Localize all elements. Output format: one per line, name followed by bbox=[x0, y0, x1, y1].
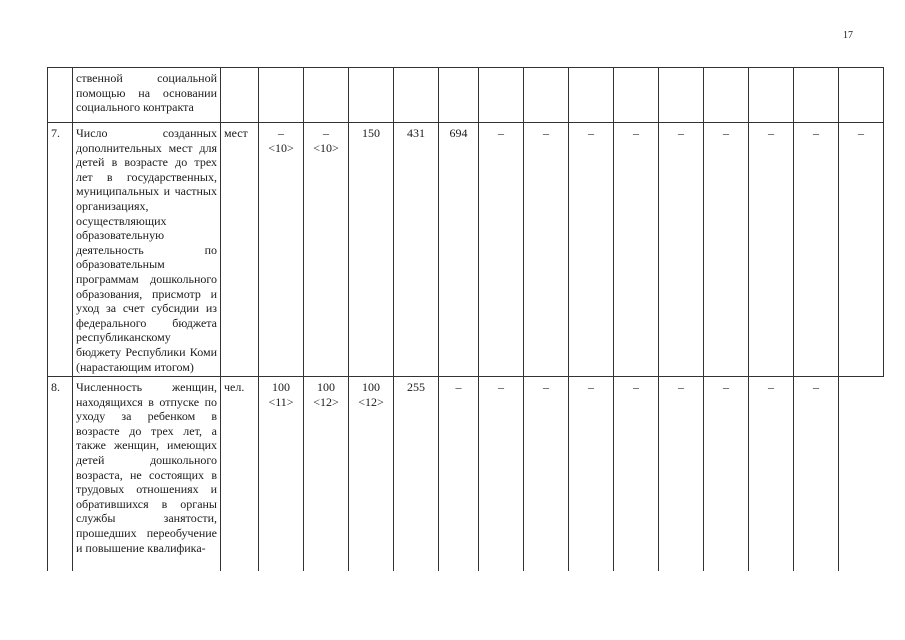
value-text: 100 bbox=[362, 380, 380, 395]
value-cell: – bbox=[749, 377, 794, 571]
value-cell: – bbox=[659, 123, 704, 377]
value-cell: – bbox=[839, 123, 884, 377]
unit-cell: чел. bbox=[221, 377, 259, 571]
value-cell bbox=[259, 123, 304, 377]
indicators-table bbox=[47, 67, 884, 571]
value-cell bbox=[304, 377, 349, 571]
value-cell: – bbox=[704, 377, 749, 571]
value-cell: – bbox=[749, 123, 794, 377]
value-cell bbox=[394, 68, 439, 123]
row-number: 7. bbox=[48, 123, 73, 377]
value-cell bbox=[524, 68, 569, 123]
value-cell: – bbox=[479, 123, 524, 377]
unit-cell bbox=[221, 68, 259, 123]
value-cell: 694 bbox=[439, 123, 479, 377]
value-cell: – bbox=[439, 377, 479, 571]
value-cell: – bbox=[614, 123, 659, 377]
value-cell: – bbox=[524, 377, 569, 571]
value-cell bbox=[349, 377, 394, 571]
value-cell bbox=[749, 68, 794, 123]
value-cell bbox=[304, 68, 349, 123]
value-cell: – bbox=[794, 377, 839, 571]
value-text: 100 bbox=[272, 380, 290, 395]
unit-cell: мест bbox=[221, 123, 259, 377]
value-cell bbox=[794, 68, 839, 123]
value-cell: – bbox=[794, 123, 839, 377]
row-number bbox=[48, 68, 73, 123]
indicator-name: ственной социальной помощью на основании социального контракта bbox=[73, 68, 221, 123]
value-cell bbox=[304, 123, 349, 377]
value-text: – bbox=[323, 126, 329, 140]
value-note: <12> bbox=[313, 394, 339, 409]
value-cell: – bbox=[704, 123, 749, 377]
indicator-name: Число созданных дополнительных мест для детей в возрасте до трех лет в государственных, муниципальных и частных организациях, осуществляющих образовательную деятельность по образовательным программам дошкольного образования, присмотр и уход за счет субсидии из федерального бюджета республиканскому бюджету Республики Коми (нарастающим итогом) bbox=[73, 123, 221, 377]
value-note: <11> bbox=[268, 394, 294, 409]
value-cell bbox=[259, 377, 304, 571]
table-row bbox=[48, 123, 884, 377]
value-note: <12> bbox=[358, 394, 384, 409]
value-text: 100 bbox=[317, 380, 335, 395]
table-row bbox=[48, 377, 884, 571]
value-cell bbox=[569, 68, 614, 123]
value-note: <10> bbox=[313, 140, 339, 155]
value-cell: – bbox=[524, 123, 569, 377]
value-cell bbox=[659, 68, 704, 123]
value-cell: 255 bbox=[394, 377, 439, 571]
value-cell: 431 bbox=[394, 123, 439, 377]
value-cell bbox=[259, 68, 304, 123]
value-cell bbox=[839, 68, 884, 123]
indicator-name: Численность женщин, находящихся в отпуске по уходу за ребенком в возрасте до трех лет, а также женщин, имеющих детей дошкольного возраста, не состоящих в трудовых отношениях и обратившихся в органы службы занятости, прошедших переобучение и повышение квалифика- bbox=[73, 377, 221, 571]
value-cell: – bbox=[614, 377, 659, 571]
value-text: – bbox=[278, 126, 284, 140]
value-cell bbox=[349, 68, 394, 123]
value-cell bbox=[479, 68, 524, 123]
value-cell: 150 bbox=[349, 123, 394, 377]
table-row bbox=[48, 68, 884, 123]
value-cell: – bbox=[569, 377, 614, 571]
page-number: 17 bbox=[843, 30, 853, 41]
value-cell: – bbox=[569, 123, 614, 377]
value-cell bbox=[614, 68, 659, 123]
row-number: 8. bbox=[48, 377, 73, 571]
value-cell bbox=[439, 68, 479, 123]
value-cell: – bbox=[479, 377, 524, 571]
value-cell: – bbox=[659, 377, 704, 571]
value-cell bbox=[704, 68, 749, 123]
value-note: <10> bbox=[268, 140, 294, 155]
